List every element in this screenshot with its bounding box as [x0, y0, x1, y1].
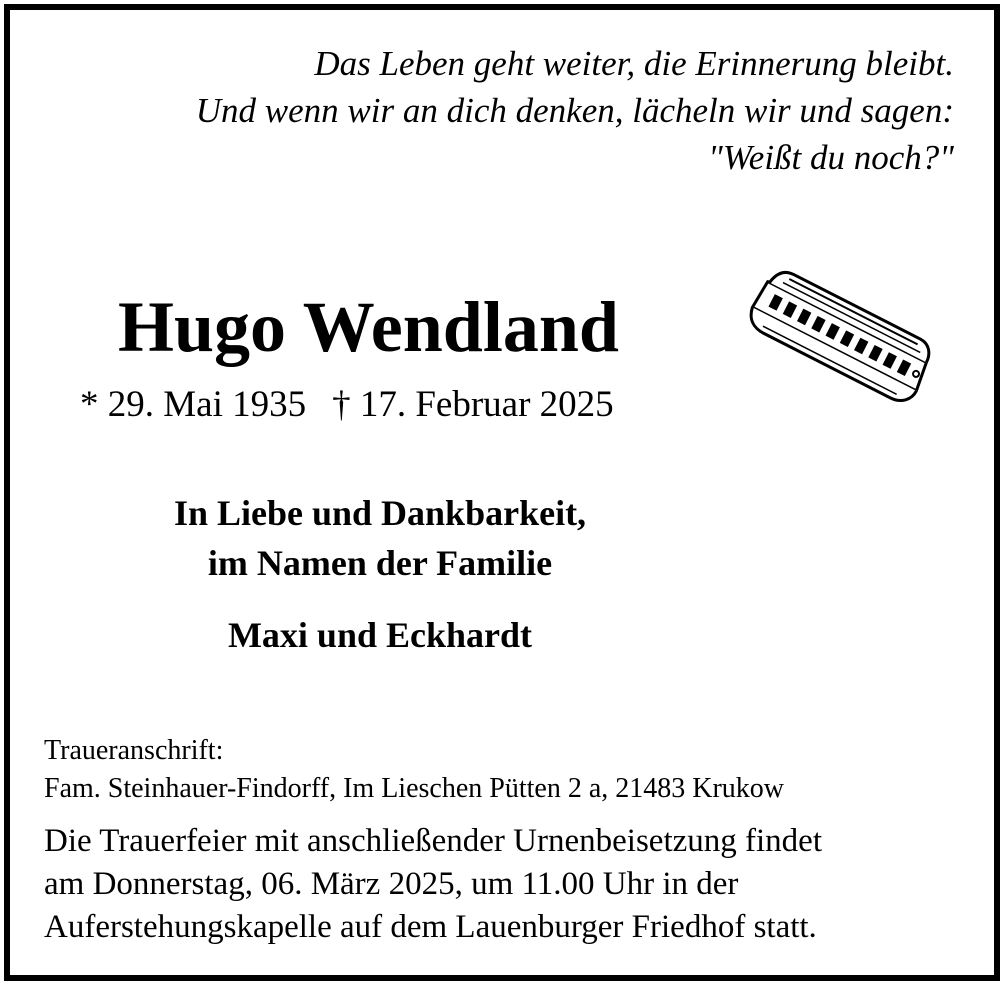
funeral-service-info: [44, 820, 822, 949]
service-line: am Donnerstag, 06. März 2025, um 11.00 Uhr in der: [44, 866, 739, 902]
family-signers: Maxi und Eckhardt: [227, 615, 533, 655]
memorial-quote: [196, 40, 954, 181]
thanks-line: im Namen der Familie: [207, 543, 553, 583]
thanks-text: [80, 488, 680, 588]
deceased-name: Hugo Wendland: [118, 287, 619, 367]
service-line: Auferstehungskapelle auf dem Lauenburger Friedhof statt.: [44, 909, 817, 945]
harmonica-icon: [738, 262, 938, 422]
quote-line: Das Leben geht weiter, die Erinnerung bleibt.: [314, 44, 954, 83]
birth-date: * 29. Mai 1935: [80, 384, 307, 425]
death-date: † 17. Februar 2025: [332, 384, 614, 425]
mourning-address: [44, 732, 784, 808]
quote-line: Und wenn wir an dich denken, lächeln wir und sagen:: [195, 91, 954, 130]
address-value: Fam. Steinhauer-Findorff, Im Lieschen Pütten 2 a, 21483 Krukow: [44, 773, 785, 804]
life-dates: [80, 382, 614, 428]
address-label: Traueranschrift:: [44, 735, 224, 766]
service-line: Die Trauerfeier mit anschließender Urnenbeisetzung findet: [44, 823, 822, 859]
quote-line: "Weißt du noch?": [708, 138, 954, 177]
thanks-line: In Liebe und Dankbarkeit,: [173, 493, 587, 533]
